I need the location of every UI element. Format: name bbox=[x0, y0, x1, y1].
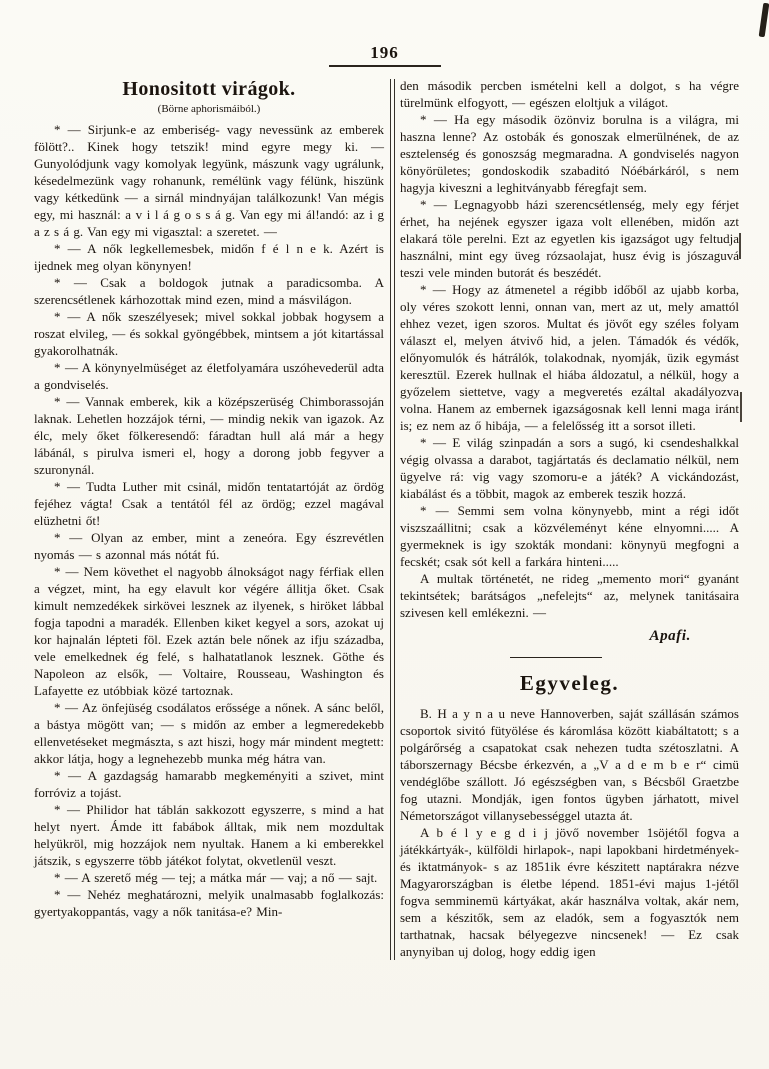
scan-artifact-edge bbox=[739, 233, 741, 259]
aphorism-paragraph: * — Ha egy második özönviz borulna is a világra, mi haszna lenne? Az ostobák és gonoszak elmerülnének, de az esztelenség és gonoszság megmaradna. A gondviselés nagyon könyörületes; gondoskodik szabaditó Nóébárkáról, s nem hagyja kiveszni a leghitványabb féregfajt sem. bbox=[400, 112, 739, 195]
aphorism-paragraph: * — Hogy az átmenetel a régibb időből az ujabb korba, oly véres szokott lenni, onnan van, mert az ut, mely amattól ehhez vezet, igen szoros. Multat és jövőt egy széles folyam választ el, melyen átvivő hid, a jelen. Támadók és védők, előnyomulók és hátrálók, tolakodnak, nyomják, üzik egymást keresztül. Ezerek hullnak el hiába áldozatul, a nélkül, hogy a győzelem siettetve, vagy a megveretés ezáltal akadályozva volna. Hanem az embernek igazságosnak kell lenni maga iránt is; ez nem az ő hibája, — a felelősség itt a sorsot illeti. bbox=[400, 282, 739, 433]
section-title: Egyveleg. bbox=[519, 671, 620, 695]
closing-paragraph: A multak történetét, ne rideg „memento mori“ gyanánt tekintsétek; barátságos „nefelejts“ az, melynek tanitásaira szivesen kell emlékezni. — bbox=[400, 571, 739, 620]
aphorism-paragraph: * — Semmi sem volna könynyebb, mint a régi időt viszszaállitni; csak a közvéleményt kéne elnyomni..... A gyermeknek is igy szokták mondani: könynyü megfogni a fecskét; csak sót kell a farkára hinteni..... bbox=[400, 503, 739, 569]
article-title: Honositott virágok. bbox=[122, 78, 296, 100]
aphorism-paragraph: * — Nehéz meghatározni, melyik unalmasabb foglalkozás: gyertyakoppantás, vagy a nők tanitása-e? Min- bbox=[34, 887, 384, 919]
aphorism-paragraph: * — Sirjunk-e az emberiség- vagy nevessünk az emberek fölött?.. Kinek hogy tetszik! mind egyre megy ki. — Gunyolódjunk vagy komolyak legyünk, mászunk vagy ugrálunk, késedelmezünk vagy rohanunk, remélünk vagy félünk, hiszünk vagy kétkedünk — a sirnál mindnyájan találkozunk! Van mégis egy, mi használ: a v i l á g o s s á g. Van egy mi ál!andó: az i g a z s á g. Van egy mi vigasztal: a szeretet. — bbox=[34, 122, 384, 239]
aphorism-paragraph: * — A gazdagság hamarabb megkeményiti a szivet, mint forróviz a tojást. bbox=[34, 768, 384, 800]
author-signature: Apafi. bbox=[649, 628, 691, 644]
column-divider-double-rule bbox=[390, 79, 395, 960]
page-number-rule bbox=[329, 65, 441, 67]
section-divider-rule bbox=[510, 657, 602, 658]
left-column bbox=[34, 77, 384, 960]
continuation-paragraph: den második percben ismételni kell a dolgot, s ha végre türelmünk elfogyott, — egészen eloltjuk a világot. bbox=[400, 78, 739, 110]
aphorism-paragraph: * — Vannak emberek, kik a középszerüség Chimborassoján laknak. Lehetlen hozzájok térni, — mindig nekik van igazok. Az élc, mely őket fölkeresendő: fáradtan hull alá már a hegy lábánál, s pirulva ismeri el, hogy a dorong jobb fegyver a szuronynál. bbox=[34, 394, 384, 477]
aphorism-paragraph: * — Csak a boldogok jutnak a paradicsomba. A szerencsétlenek kárhozottak mind ezen, mind a másvilágon. bbox=[34, 275, 384, 307]
aphorism-paragraph: * — A nők szeszélyesek; mivel sokkal jobbak hogysem a roszat elvileg, — és sokkal gyöngébbek, mintsem a jót kitartással gyakorolhatnák. bbox=[34, 309, 384, 358]
aphorism-paragraph: * — Olyan az ember, mint a zeneóra. Egy észrevétlen nyomás — s azonnal más nótát fú. bbox=[34, 530, 384, 562]
aphorism-paragraph: * — Legnagyobb házi szerencsétlenség, mely egy férjet érhet, ha nejének egyszer igaza volt ellenében, midőn azt elakará töle perelni. Ezt az egyetlen kis igazságot ugy feltudja használni, mint egy üveg rózsaolajat, husz évig is jószaguvá teszi vele minden butorát és beszédét. bbox=[400, 197, 739, 280]
page-number: 196 bbox=[370, 43, 399, 62]
news-paragraph: A b é l y e g d i j jövő november 1söjétől fogva a játékkártyák-, külföldi hirlapok-, napi lapokbani hirdetmények- és iktatmányok- s az 1851ik évre készitett naptárakra nézve Magyarországban is életbe lépend. 1851-évi majus 1-jétől fogva semminemü kártyákat, akár használva voltak, akár nem, sem a készitők, sem az eladók, sem a fogyasztók nem tarthatnak, hacsak bélyegezve nincsenek! — Ez csak anynyiban uj dolog, hogy eddig igen bbox=[400, 825, 739, 959]
aphorism-paragraph: * — A könynyelmüséget az életfolyamára uszóhevederül adta a gondviselés. bbox=[34, 360, 384, 392]
aphorism-paragraph: * — Az önfejüség csodálatos erőssége a nőnek. A sánc belől, a bástya mögött van; — s midőn az ember a legmeredekebb ellenvetéseket megmászta, s azt hiszi, hogy már mindent megtett: akkor látja, hogy a legnehezebb munka még hátra van. bbox=[34, 700, 384, 766]
aphorism-paragraph: * — Tudta Luther mit csinál, midőn tentatartóját az ördög fejéhez vágta! Csak a tentától fél az ördög; ezzel magával elüzhetni őt! bbox=[34, 479, 384, 528]
aphorism-paragraph: * — Philidor hat táblán sakkozott egyszerre, s mind a hat helyt nyert. Ámde itt fabábok álltak, mik nem mozdultak helyükröl, mig hozzájok nem nyultak. Hanem a ki emberekkel játszik, s egyszerre több játékot folytat, okvetlenül veszt. bbox=[34, 802, 384, 868]
aphorism-paragraph: * — E világ szinpadán a sors a sugó, ki csendeshalkkal végig olvassa a darabot, tagjártatás és declamatio nélkül, nem ügyelve rá: vig vagy szomoru-e a játék? A vickándozást, kiabálást és a többit, magok az emberek teszik hozzá. bbox=[400, 435, 739, 501]
aphorism-paragraph: * — Nem követhet el nagyobb álnokságot nagy férfiak ellen a végzet, mint, ha egy elavult kor végére állitja őket. Csak kimult nemzedékek sirkövei lesznek az ilyenek, s hiröket lábbal fogja tapodni a maradék. Ellenben kiket kegyel a sors, azokat uj kor hajnalán lépteti föl. Ezek aztán bele nőnek az ifju századba, vele emelkednek ég felé, s halhatatlanok lesznek. Göthe és Napoleon az elsők, — Voltaire, Rousseau, Washington és Lafayette ez utóbbiak közé tartoznak. bbox=[34, 564, 384, 698]
news-paragraph: B. H a y n a u neve Hannoverben, saját szállásán számos csoportok sivitó fütyölése és káromlása között kiabáltatott; s a polgárőrség a csapatokat csak nehezen tudta szétoszlatni. A táborszernagy Bécsbe érkezvén, a „V a d e m b e r“ cimü vendéglőbe szállott. Jó egészségben van, s Bécsből Graetzbe fog utazni. Mondják, igen fontos ügyben járhatott, mivel Németországot villanysebességgel utazta át. bbox=[400, 706, 739, 823]
aphorism-paragraph: * — A szerető még — tej; a mátka már — vaj; a nő — sajt. bbox=[54, 870, 378, 885]
scan-artifact-edge bbox=[740, 392, 742, 422]
article-subtitle: (Börne aphorismáiból.) bbox=[157, 103, 261, 115]
aphorism-paragraph: * — A nők legkellemesbek, midőn f é l n e k. Azért is ijednek meg olyan könynyen! bbox=[34, 241, 384, 273]
two-column-layout bbox=[0, 77, 769, 960]
right-column bbox=[400, 77, 739, 960]
